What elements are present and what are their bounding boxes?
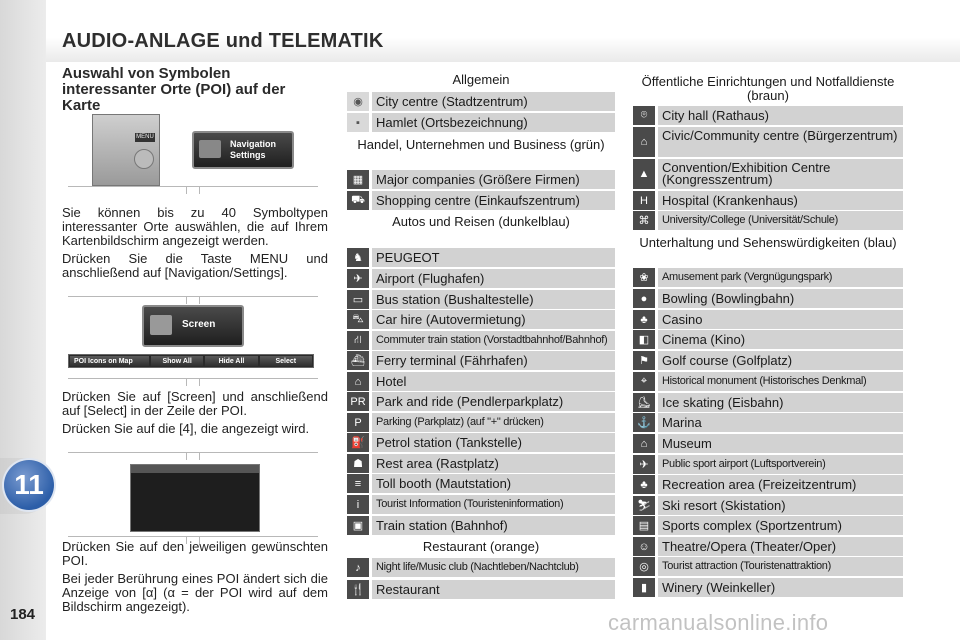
poi-label: Shopping centre (Einkaufszentrum) (372, 191, 615, 210)
poi-label: Ferry terminal (Fährhafen) (372, 351, 615, 370)
poi-label: Ice skating (Eisbahn) (658, 393, 903, 412)
poi-row (347, 392, 615, 411)
navigation-settings-label: Navigation Settings (230, 139, 277, 160)
ski-icon (633, 496, 655, 515)
poi-row (633, 496, 903, 515)
icon-glyph: ♣ (640, 313, 648, 326)
poi-row (633, 578, 903, 597)
section-heading: Auswahl von Symbolen interessanter Orte (POI) auf der Karte (62, 65, 286, 114)
poi-label: Civic/Community centre (Bürgerzentrum) (658, 127, 903, 157)
poi-list-screenshot (130, 464, 260, 532)
poi-label: Golf course (Golfplatz) (658, 351, 903, 370)
instructions-block-3 (62, 540, 328, 618)
watermark: carmanualsonline.info (608, 610, 829, 635)
peugeot-icon (347, 248, 369, 267)
poi-row (633, 268, 903, 287)
university-icon (633, 211, 655, 230)
divider (68, 378, 318, 379)
poi-row (347, 269, 615, 288)
poi-label: Tourist Information (Touristeninformation) (372, 495, 615, 514)
poi-label: Amusement park (Vergnügungspark) (658, 268, 903, 287)
icon-glyph: ≡ (354, 477, 362, 490)
marina-icon (633, 413, 655, 432)
poi-label: Rest area (Rastplatz) (372, 454, 615, 473)
icon-glyph: ◎ (639, 561, 649, 573)
page-number: 184 (10, 606, 36, 623)
ice-skating-icon (633, 393, 655, 412)
poi-label: Petrol station (Tankstelle) (372, 433, 615, 452)
city-centre-icon (347, 92, 369, 111)
poi-label: Recreation area (Freizeitzentrum) (658, 475, 903, 494)
poi-label: Major companies (Größere Firmen) (372, 170, 615, 189)
poi-icons-bar-illustration (68, 354, 314, 368)
icon-glyph: ▤ (638, 520, 650, 532)
rest-area-icon (347, 454, 369, 473)
dial-knob (134, 149, 154, 169)
select-label: Select (260, 356, 312, 366)
poi-row (633, 289, 903, 308)
train-icon (347, 516, 369, 535)
poi-label: Commuter train station (Vorstadtbahnhof/Bahnhof) (372, 331, 615, 350)
poi-label: Restaurant (372, 580, 615, 599)
category-heading: Allgemein (452, 72, 510, 87)
poi-row (633, 159, 903, 189)
hamlet-icon (347, 113, 369, 132)
category-heading: Restaurant (orange) (422, 539, 540, 554)
poi-label: Public sport airport (Luftsportverein) (658, 455, 903, 474)
icon-glyph: ▲ (638, 168, 650, 180)
poi-label: Sports complex (Sportzentrum) (658, 516, 903, 535)
poi-row (633, 127, 903, 157)
icon-glyph: ⚓ (637, 417, 651, 429)
poi-label: Bus station (Bushaltestelle) (372, 290, 615, 309)
paragraph: Drücken Sie auf [Screen] und anschließend auf [Select] in der Zeile der POI. (62, 389, 328, 418)
poi-row (347, 580, 615, 599)
car-hire-icon (347, 310, 369, 329)
screen-icon (150, 315, 172, 335)
park-ride-icon (347, 392, 369, 411)
poi-bar-label: POI Icons on Map (70, 356, 149, 366)
hospital-icon (633, 191, 655, 210)
divider (68, 296, 318, 297)
icon-glyph: ⛷ (637, 500, 651, 512)
icon-glyph: ⛸ (637, 397, 651, 409)
company-icon (347, 170, 369, 189)
screen-button-illustration (142, 305, 244, 347)
poi-row (633, 557, 903, 576)
icon-glyph: ☺ (638, 540, 650, 553)
icon-glyph: ⛟ (351, 193, 365, 206)
poi-row (347, 191, 615, 210)
icon-glyph: 🍴 (351, 584, 365, 596)
screen-button-label: Screen (182, 319, 216, 330)
icon-glyph: ♞ (353, 252, 363, 264)
icon-glyph: ⛍ (352, 312, 364, 325)
icon-glyph: ❀ (639, 272, 649, 284)
poi-row (633, 310, 903, 329)
poi-row (347, 92, 615, 111)
navigation-settings-icon (199, 140, 221, 158)
poi-row (347, 290, 615, 309)
poi-label: Theatre/Opera (Theater/Oper) (658, 537, 903, 556)
poi-label: PEUGEOT (372, 248, 615, 267)
icon-glyph: ☗ (353, 458, 363, 470)
city-hall-icon (633, 106, 655, 125)
paragraph: Drücken Sie auf die [4], die angezeigt wird. (62, 421, 310, 436)
icon-glyph: P (354, 416, 362, 429)
icon-glyph: ◉ (353, 96, 363, 108)
icon-glyph: ⌂ (640, 437, 648, 450)
icon-glyph: H (640, 194, 648, 207)
poi-label: Airport (Flughafen) (372, 269, 615, 288)
poi-row (347, 516, 615, 535)
airport-icon (347, 269, 369, 288)
side-band (0, 0, 46, 640)
shopping-icon (347, 191, 369, 210)
poi-row (633, 537, 903, 556)
menu-key-label: MENU (136, 134, 154, 140)
icon-glyph: ⛙ (354, 333, 362, 346)
category-heading: Öffentliche Einrichtungen und Notfalldienste (braun) (641, 74, 895, 103)
poi-label: Convention/Exhibition Centre (Kongresszentrum) (658, 159, 903, 189)
winery-icon (633, 578, 655, 597)
bus-icon (347, 290, 369, 309)
poi-label: Hotel (372, 372, 615, 391)
poi-label: City hall (Rathaus) (658, 106, 903, 125)
icon-glyph: ⛴ (351, 355, 365, 367)
poi-label: Car hire (Autovermietung) (372, 310, 615, 329)
icon-glyph: ◧ (638, 334, 650, 346)
poi-row (633, 351, 903, 370)
icon-glyph: ▭ (352, 294, 364, 306)
toll-icon (347, 474, 369, 493)
icon-glyph: ▣ (352, 520, 364, 532)
poi-label: Museum (658, 434, 903, 453)
commuter-train-icon (347, 331, 369, 350)
tourist-info-icon (347, 495, 369, 514)
paragraph: Bei jeder Berührung eines POI ändert sich die Anzeige von [α] (α = der POI wird auf dem Bildschirm angezeigt). (62, 571, 328, 614)
poi-row (347, 248, 615, 267)
poi-row (633, 393, 903, 412)
bowling-icon (633, 289, 655, 308)
icon-glyph: ⛽ (351, 437, 365, 449)
category-heading: Autos und Reisen (dunkelblau) (392, 214, 570, 229)
poi-row (347, 558, 615, 577)
icon-glyph: ⌘ (638, 215, 650, 227)
restaurant-icon (347, 580, 369, 599)
poi-label: Historical monument (Historisches Denkmal) (658, 372, 903, 391)
icon-glyph: ● (640, 292, 648, 305)
attraction-icon (633, 557, 655, 576)
poi-label: Cinema (Kino) (658, 330, 903, 349)
instructions-block-2 (62, 390, 328, 440)
poi-row (347, 113, 615, 132)
sports-complex-icon (633, 516, 655, 535)
petrol-icon (347, 433, 369, 452)
ferry-icon (347, 351, 369, 370)
civic-centre-icon (633, 127, 655, 157)
poi-row (633, 211, 903, 230)
category-heading: Unterhaltung und Sehenswürdigkeiten (blau) (639, 235, 897, 250)
parking-icon (347, 413, 369, 432)
poi-row (347, 372, 615, 391)
divider (68, 536, 318, 537)
casino-icon (633, 310, 655, 329)
recreation-icon (633, 475, 655, 494)
icon-glyph: ▪ (356, 116, 360, 129)
poi-label: Train station (Bahnhof) (372, 516, 615, 535)
navigation-settings-button-illustration (192, 131, 294, 169)
poi-label: Night life/Music club (Nachtleben/Nachtclub) (372, 558, 615, 577)
page-header-title: AUDIO-ANLAGE und TELEMATIK (62, 30, 384, 52)
monument-icon (633, 372, 655, 391)
amusement-icon (633, 268, 655, 287)
category-heading: Handel, Unternehmen und Business (grün) (357, 137, 605, 152)
sport-airport-icon (633, 455, 655, 474)
theatre-icon (633, 537, 655, 556)
device-photo (92, 114, 160, 186)
divider (68, 452, 318, 453)
museum-icon (633, 434, 655, 453)
poi-row (633, 516, 903, 535)
icon-glyph: ⌖ (640, 375, 648, 387)
icon-glyph: ▦ (352, 174, 364, 186)
icon-glyph: ⌂ (640, 136, 648, 148)
icon-glyph: i (356, 498, 360, 511)
show-all-label: Show All (151, 356, 203, 366)
icon-glyph: ⌂ (354, 375, 362, 388)
poi-label: Marina (658, 413, 903, 432)
divider (68, 186, 318, 187)
poi-label: Hamlet (Ortsbezeichnung) (372, 113, 615, 132)
convention-icon (633, 159, 655, 189)
icon-glyph: ✈ (639, 459, 649, 471)
icon-glyph: ⚑ (639, 355, 649, 367)
poi-row (347, 413, 615, 432)
poi-label: Bowling (Bowlingbahn) (658, 289, 903, 308)
poi-row (347, 474, 615, 493)
icon-glyph: PR (350, 395, 366, 408)
poi-row (347, 331, 615, 350)
poi-row (347, 351, 615, 370)
golf-icon (633, 351, 655, 370)
paragraph: Sie können bis zu 40 Symboltypen interessanter Orte auswählen, die auf Ihrem Kartenbildschirm angezeigt werden. (62, 205, 328, 248)
poi-row (633, 434, 903, 453)
poi-label: Park and ride (Pendlerparkplatz) (372, 392, 615, 411)
instructions-block-1 (62, 206, 328, 284)
poi-label: Tourist attraction (Touristenattraktion) (658, 557, 903, 576)
chapter-number: 11 (4, 460, 54, 510)
poi-row (633, 413, 903, 432)
poi-row (633, 191, 903, 210)
poi-label: Parking (Parkplatz) (auf "+" drücken) (372, 413, 615, 432)
poi-label: Winery (Weinkeller) (658, 578, 903, 597)
poi-row (633, 372, 903, 391)
hide-all-label: Hide All (205, 356, 257, 366)
poi-row (347, 454, 615, 473)
poi-row (347, 170, 615, 189)
nightlife-icon (347, 558, 369, 577)
poi-label: City centre (Stadtzentrum) (372, 92, 615, 111)
poi-row (633, 455, 903, 474)
poi-row (347, 433, 615, 452)
poi-row (633, 106, 903, 125)
icon-glyph: ✈ (353, 273, 363, 285)
poi-label: Casino (658, 310, 903, 329)
cinema-icon (633, 330, 655, 349)
poi-row (633, 475, 903, 494)
icon-glyph: ⌾ (640, 109, 648, 121)
poi-label: Hospital (Krankenhaus) (658, 191, 903, 210)
poi-label: Toll booth (Mautstation) (372, 474, 615, 493)
icon-glyph: ♪ (355, 561, 361, 574)
poi-label: University/College (Universität/Schule) (658, 211, 903, 230)
paragraph: Drücken Sie auf den jeweiligen gewünschten POI. (62, 539, 328, 568)
icon-glyph: ♣ (640, 478, 648, 491)
hotel-icon (347, 372, 369, 391)
poi-row (347, 495, 615, 514)
poi-row (633, 330, 903, 349)
poi-label: Ski resort (Skistation) (658, 496, 903, 515)
poi-row (347, 310, 615, 329)
icon-glyph: ▮ (640, 582, 648, 594)
paragraph: Drücken Sie die Taste MENU und anschließend auf [Navigation/Settings]. (62, 251, 328, 280)
